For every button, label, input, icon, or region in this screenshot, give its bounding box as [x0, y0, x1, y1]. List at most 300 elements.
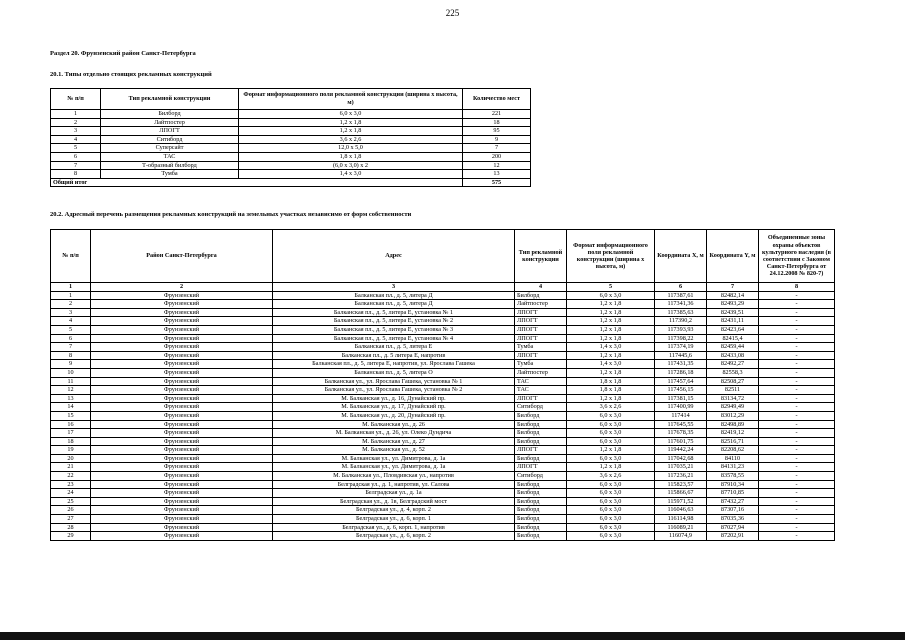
cell-district: Фрунзенский	[91, 377, 273, 386]
col-header-type: Тип рекламной конструкции	[101, 89, 239, 110]
cell-type: ЛПОГТ	[515, 325, 567, 334]
cell-address: М. Балканская ул., д. 17, Дунайский пр.	[273, 403, 515, 412]
cell-number: 18	[51, 437, 91, 446]
cell-number: 8	[51, 170, 101, 179]
cell-type: Билборд	[515, 523, 567, 532]
cell-coord-y: 82431,11	[707, 317, 759, 326]
cell-address: М. Балканская ул., д. 26, ул. Олеко Дундича	[273, 429, 515, 438]
cell-type: Билборд	[515, 437, 567, 446]
cell-coord-y: 82459,44	[707, 343, 759, 352]
cell-format: 3,6 x 2,6	[567, 472, 655, 481]
table-row	[51, 343, 835, 352]
cell-count: 221	[463, 110, 531, 119]
cell-type: Лайтпостер	[101, 118, 239, 127]
cell-coord-x: 117456,15	[655, 386, 707, 395]
cell-number: 23	[51, 480, 91, 489]
column-number-cell: 1	[51, 283, 91, 292]
cell-heritage-zone: -	[759, 334, 835, 343]
cell-coord-x: 117398,22	[655, 334, 707, 343]
cell-heritage-zone: -	[759, 403, 835, 412]
table-row	[51, 480, 835, 489]
cell-coord-y: 82492,27	[707, 360, 759, 369]
cell-coord-y: 82419,12	[707, 429, 759, 438]
cell-number: 24	[51, 489, 91, 498]
cell-coord-x: 117390,2	[655, 317, 707, 326]
table-row	[51, 291, 835, 300]
cell-address: Балканская ул., ул. Ярослава Гашека, установка № 1	[273, 377, 515, 386]
column-number-cell: 4	[515, 283, 567, 292]
cell-heritage-zone: -	[759, 377, 835, 386]
table-row	[51, 429, 835, 438]
cell-coord-y: 82482,14	[707, 291, 759, 300]
cell-address: Балканская пл., д. 5, литера Е, установка № 4	[273, 334, 515, 343]
cell-heritage-zone: -	[759, 523, 835, 532]
cell-coord-x: 116114,98	[655, 515, 707, 524]
cell-number: 28	[51, 523, 91, 532]
cell-format: 1,8 x 1,8	[239, 152, 463, 161]
table-row	[51, 463, 835, 472]
cell-district: Фрунзенский	[91, 394, 273, 403]
cell-address: Белградская ул., д. 1а	[273, 489, 515, 498]
cell-address: М. Балканская ул., д. 27	[273, 437, 515, 446]
cell-format: (6,0 x 3,0) x 2	[239, 161, 463, 170]
table-row	[51, 506, 835, 515]
cell-coord-y: 83134,72	[707, 394, 759, 403]
cell-district: Фрунзенский	[91, 291, 273, 300]
cell-number: 27	[51, 515, 91, 524]
cell-heritage-zone: -	[759, 411, 835, 420]
cell-format: 1,4 x 3,0	[567, 360, 655, 369]
cell-number: 12	[51, 386, 91, 395]
cell-coord-x: 117431,35	[655, 360, 707, 369]
cell-format: 1,8 x 1,8	[567, 386, 655, 395]
cell-coord-y: 82415,4	[707, 334, 759, 343]
col-header-coord-y: Координата Y, м	[707, 230, 759, 283]
cell-heritage-zone: -	[759, 497, 835, 506]
cell-address: Балканская пл., д. 5, литера Е	[273, 343, 515, 352]
cell-format: 1,2 x 1,8	[567, 325, 655, 334]
col-header-district: Район Санкт-Петербурга	[91, 230, 273, 283]
cell-type: Билборд	[515, 429, 567, 438]
cell-number: 14	[51, 403, 91, 412]
table-row	[51, 394, 835, 403]
table-row	[51, 454, 835, 463]
cell-address: М. Балканская ул., д. 16, Дунайский пр.	[273, 394, 515, 403]
col-header-format: Формат информационного поля рекламной конструкции (ширина x высота, м)	[239, 89, 463, 110]
cell-number: 26	[51, 506, 91, 515]
cell-coord-x: 117042,68	[655, 454, 707, 463]
cell-heritage-zone: -	[759, 343, 835, 352]
cell-district: Фрунзенский	[91, 334, 273, 343]
address-list-table-body	[51, 283, 835, 541]
table-row	[51, 317, 835, 326]
cell-heritage-zone: -	[759, 291, 835, 300]
cell-format: 6,0 x 3,0	[567, 515, 655, 524]
cell-coord-y: 82423,64	[707, 325, 759, 334]
cell-type: Билборд	[101, 110, 239, 119]
cell-heritage-zone: -	[759, 532, 835, 541]
cell-number: 8	[51, 351, 91, 360]
cell-number: 5	[51, 325, 91, 334]
cell-heritage-zone: -	[759, 394, 835, 403]
cell-type: ЛПОГТ	[515, 463, 567, 472]
cell-type: ЛПОГТ	[515, 446, 567, 455]
cell-address: Белградская ул., д. 6, корп. 2	[273, 532, 515, 541]
table-row	[51, 110, 531, 119]
cell-coord-y: 82949,49	[707, 403, 759, 412]
cell-heritage-zone: -	[759, 360, 835, 369]
cell-coord-y: 87027,94	[707, 523, 759, 532]
cell-district: Фрунзенский	[91, 463, 273, 472]
cell-number: 20	[51, 454, 91, 463]
cell-type: Билборд	[515, 420, 567, 429]
subsection1-title: 20.1. Типы отдельно стоящих рекламных конструкций	[50, 71, 212, 78]
cell-type: Билборд	[515, 515, 567, 524]
cell-address: М. Балканская ул., д. 20, Дунайский пр.	[273, 411, 515, 420]
cell-format: 1,2 x 1,8	[567, 308, 655, 317]
cell-number: 4	[51, 317, 91, 326]
cell-heritage-zone: -	[759, 446, 835, 455]
col-header-format: Формат информационного поля рекламной конструкции (ширина x высота, м)	[567, 230, 655, 283]
cell-address: Балканская пл., д. 5, литера О	[273, 368, 515, 377]
cell-format: 6,0 x 3,0	[567, 480, 655, 489]
cell-address: Белградская ул., д. 6, корп. 1	[273, 515, 515, 524]
subsection2-title: 20.2. Адресный перечень размещения рекламных конструкций на земельных участках независимо от форм собственности	[50, 211, 412, 218]
cell-heritage-zone: -	[759, 454, 835, 463]
column-number-cell: 2	[91, 283, 273, 292]
cell-count: 200	[463, 152, 531, 161]
cell-number: 16	[51, 420, 91, 429]
cell-district: Фрунзенский	[91, 515, 273, 524]
cell-format: 6,0 x 3,0	[567, 506, 655, 515]
cell-number: 17	[51, 429, 91, 438]
cell-district: Фрунзенский	[91, 300, 273, 309]
cell-district: Фрунзенский	[91, 480, 273, 489]
cell-type: Ситиборд	[515, 403, 567, 412]
cell-heritage-zone: -	[759, 325, 835, 334]
cell-coord-x: 117393,93	[655, 325, 707, 334]
table-row	[51, 368, 835, 377]
cell-type: Лайтпостер	[515, 368, 567, 377]
cell-count: 13	[463, 170, 531, 179]
table-row	[51, 144, 531, 153]
cell-heritage-zone: -	[759, 368, 835, 377]
cell-district: Фрунзенский	[91, 506, 273, 515]
cell-type: ЛПОГТ	[515, 308, 567, 317]
cell-number: 2	[51, 118, 101, 127]
cell-type: ТАС	[515, 386, 567, 395]
cell-address: М. Балканская ул., д. 52	[273, 446, 515, 455]
cell-count: 12	[463, 161, 531, 170]
cell-district: Фрунзенский	[91, 351, 273, 360]
cell-heritage-zone: -	[759, 351, 835, 360]
cell-type: Лайтпостер	[515, 300, 567, 309]
cell-coord-y: 82498,89	[707, 420, 759, 429]
cell-format: 6,0 x 3,0	[567, 532, 655, 541]
cell-address: Балканская пл., д. 5, литера Е, установка № 2	[273, 317, 515, 326]
cell-number: 22	[51, 472, 91, 481]
cell-number: 4	[51, 135, 101, 144]
cell-format: 6,0 x 3,0	[567, 489, 655, 498]
cell-number: 21	[51, 463, 91, 472]
cell-district: Фрунзенский	[91, 308, 273, 317]
cell-number: 15	[51, 411, 91, 420]
cell-type: ТАС	[101, 152, 239, 161]
cell-address: Белградская ул., д. 1, напротив, ул. Салова	[273, 480, 515, 489]
cell-type: Билборд	[515, 506, 567, 515]
cell-heritage-zone: -	[759, 308, 835, 317]
cell-type: Тумба	[515, 360, 567, 369]
total-row	[51, 178, 531, 187]
cell-number: 10	[51, 368, 91, 377]
cell-format: 6,0 x 3,0	[567, 291, 655, 300]
cell-coord-x: 115971,52	[655, 497, 707, 506]
cell-heritage-zone: -	[759, 317, 835, 326]
cell-type: Тумба	[515, 343, 567, 352]
cell-coord-x: 117457,64	[655, 377, 707, 386]
cell-number: 6	[51, 152, 101, 161]
cell-number: 7	[51, 161, 101, 170]
column-number-cell: 3	[273, 283, 515, 292]
cell-coord-y: 82516,71	[707, 437, 759, 446]
cell-number: 25	[51, 497, 91, 506]
cell-format: 1,2 x 1,8	[239, 118, 463, 127]
cell-district: Фрунзенский	[91, 403, 273, 412]
cell-coord-x: 117414	[655, 411, 707, 420]
cell-format: 1,4 x 3,0	[567, 343, 655, 352]
cell-count: 95	[463, 127, 531, 136]
cell-number: 9	[51, 360, 91, 369]
cell-coord-y: 82508,27	[707, 377, 759, 386]
cell-coord-x: 117601,75	[655, 437, 707, 446]
cell-coord-x: 116046,63	[655, 506, 707, 515]
cell-type: ЛПОГТ	[515, 317, 567, 326]
cell-district: Фрунзенский	[91, 446, 273, 455]
cell-coord-x: 115823,57	[655, 480, 707, 489]
table-row	[51, 437, 835, 446]
cell-coord-x: 115866,67	[655, 489, 707, 498]
cell-heritage-zone: -	[759, 437, 835, 446]
table-row	[51, 127, 531, 136]
table-row	[51, 489, 835, 498]
cell-format: 1,2 x 1,8	[567, 368, 655, 377]
cell-number: 6	[51, 334, 91, 343]
table-row	[51, 472, 835, 481]
column-number-cell: 6	[655, 283, 707, 292]
cell-number: 2	[51, 300, 91, 309]
table-row	[51, 497, 835, 506]
cell-type: Билборд	[515, 532, 567, 541]
table-header-row	[51, 89, 531, 110]
page-number: 225	[445, 8, 460, 18]
cell-type: Ситиборд	[101, 135, 239, 144]
cell-type: Билборд	[515, 454, 567, 463]
cell-coord-y: 82511	[707, 386, 759, 395]
cell-heritage-zone: -	[759, 429, 835, 438]
cell-heritage-zone: -	[759, 515, 835, 524]
cell-format: 1,2 x 1,8	[567, 446, 655, 455]
cell-coord-y: 87307,16	[707, 506, 759, 515]
cell-format: 6,0 x 3,0	[567, 411, 655, 420]
table-row	[51, 532, 835, 541]
table-row	[51, 515, 835, 524]
cell-format: 6,0 x 3,0	[567, 523, 655, 532]
cell-coord-y: 82208,62	[707, 446, 759, 455]
table-row	[51, 386, 835, 395]
table-row	[51, 446, 835, 455]
cell-number: 1	[51, 110, 101, 119]
table-row	[51, 334, 835, 343]
cell-address: Балканская пл., д. 5, литера Е, напротив, ул. Ярослава Гашека	[273, 360, 515, 369]
cell-coord-x: 117381,15	[655, 394, 707, 403]
cell-count: 18	[463, 118, 531, 127]
cell-address: Балканская пл., д. 5 литера Е, напротив	[273, 351, 515, 360]
column-number-cell: 5	[567, 283, 655, 292]
cell-format: 1,2 x 1,8	[567, 334, 655, 343]
cell-district: Фрунзенский	[91, 343, 273, 352]
table-row	[51, 161, 531, 170]
cell-number: 11	[51, 377, 91, 386]
cell-address: Балканская пл., д. 5, литера Д	[273, 291, 515, 300]
cell-heritage-zone: -	[759, 480, 835, 489]
cell-coord-x: 117645,55	[655, 420, 707, 429]
table-row	[51, 152, 531, 161]
cell-coord-x: 119442,24	[655, 446, 707, 455]
column-number-cell: 8	[759, 283, 835, 292]
cell-heritage-zone: -	[759, 300, 835, 309]
cell-format: 1,2 x 1,8	[567, 317, 655, 326]
cell-coord-y: 82433,08	[707, 351, 759, 360]
cell-coord-x: 117236,21	[655, 472, 707, 481]
cell-format: 6,0 x 3,0	[567, 454, 655, 463]
cell-format: 1,2 x 1,8	[567, 394, 655, 403]
cell-coord-y: 82558,3	[707, 368, 759, 377]
cell-format: 6,0 x 3,0	[567, 497, 655, 506]
table-row	[51, 523, 835, 532]
cell-address: М. Балканская ул., ул. Димитрова, д. 1а	[273, 463, 515, 472]
cell-count: 7	[463, 144, 531, 153]
cell-coord-x: 117678,35	[655, 429, 707, 438]
cell-number: 7	[51, 343, 91, 352]
cell-format: 6,0 x 3,0	[239, 110, 463, 119]
col-header-heritage-zones: Объединенные зоны охраны объектов культурного наследия (в соответствии с Законом Санкт-Петербурга от 24.12.2008 № 820-7)	[759, 230, 835, 283]
cell-district: Фрунзенский	[91, 532, 273, 541]
cell-number: 5	[51, 144, 101, 153]
total-value: 575	[463, 178, 531, 187]
cell-type: ТАС	[515, 377, 567, 386]
cell-coord-x: 117445,6	[655, 351, 707, 360]
cell-heritage-zone: -	[759, 463, 835, 472]
cell-coord-x: 117385,63	[655, 308, 707, 317]
table-row	[51, 411, 835, 420]
cell-type: Тумба	[101, 170, 239, 179]
cell-address: Белградская ул., д. 6, корп. 1, напротив	[273, 523, 515, 532]
cell-heritage-zone: -	[759, 472, 835, 481]
cell-district: Фрунзенский	[91, 317, 273, 326]
cell-type: Билборд	[515, 411, 567, 420]
cell-district: Фрунзенский	[91, 386, 273, 395]
cell-type: Билборд	[515, 291, 567, 300]
table-row	[51, 351, 835, 360]
cell-coord-x: 117387,61	[655, 291, 707, 300]
table-row	[51, 308, 835, 317]
cell-format: 1,2 x 1,8	[567, 300, 655, 309]
address-list-table	[50, 229, 835, 541]
table-row	[51, 118, 531, 127]
cell-coord-x: 117035,21	[655, 463, 707, 472]
cell-coord-y: 87710,85	[707, 489, 759, 498]
col-header-number: № п/п	[51, 230, 91, 283]
cell-district: Фрунзенский	[91, 420, 273, 429]
cell-coord-y: 82439,51	[707, 308, 759, 317]
table-row	[51, 360, 835, 369]
cell-number: 3	[51, 308, 91, 317]
cell-district: Фрунзенский	[91, 489, 273, 498]
cell-district: Фрунзенский	[91, 454, 273, 463]
cell-address: М. Балканская ул., д. 26	[273, 420, 515, 429]
cell-address: Балканская пл., д. 5, литера Е, установка № 1	[273, 308, 515, 317]
cell-type: Билборд	[515, 480, 567, 489]
cell-heritage-zone: -	[759, 489, 835, 498]
section-title: Раздел 20. Фрунзенский район Санкт-Петербурга	[50, 50, 196, 57]
col-header-count: Количество мест	[463, 89, 531, 110]
cell-district: Фрунзенский	[91, 360, 273, 369]
cell-format: 1,2 x 1,8	[567, 463, 655, 472]
col-header-address: Адрес	[273, 230, 515, 283]
cell-type: Билборд	[515, 489, 567, 498]
column-number-cell: 7	[707, 283, 759, 292]
cell-format: 1,4 x 3,0	[239, 170, 463, 179]
col-header-number: № п/п	[51, 89, 101, 110]
table-row	[51, 135, 531, 144]
cell-address: Балканская пл., д. 5, литера Д	[273, 300, 515, 309]
cell-type: Суперсайт	[101, 144, 239, 153]
cell-coord-y: 87432,27	[707, 497, 759, 506]
cell-format: 6,0 x 3,0	[567, 437, 655, 446]
ad-types-table-body	[51, 110, 531, 187]
cell-format: 1,2 x 1,8	[239, 127, 463, 136]
cell-coord-x: 116089,21	[655, 523, 707, 532]
cell-address: Балканская пл., д. 5, литера Е, установка № 3	[273, 325, 515, 334]
col-header-coord-x: Координата X, м	[655, 230, 707, 283]
cell-coord-y: 84110	[707, 454, 759, 463]
cell-format: 3,6 x 2,6	[239, 135, 463, 144]
ad-types-table	[50, 88, 531, 187]
cell-district: Фрунзенский	[91, 497, 273, 506]
cell-heritage-zone: -	[759, 386, 835, 395]
cell-type: ЛПОГТ	[515, 394, 567, 403]
total-label: Общий итог	[51, 178, 463, 187]
cell-number: 13	[51, 394, 91, 403]
cell-coord-x: 117374,19	[655, 343, 707, 352]
cell-number: 1	[51, 291, 91, 300]
table-row	[51, 325, 835, 334]
cell-district: Фрунзенский	[91, 411, 273, 420]
cell-coord-x: 117341,36	[655, 300, 707, 309]
table-header-row	[51, 230, 835, 283]
cell-coord-y: 84131,23	[707, 463, 759, 472]
cell-type: ЛПОГТ	[101, 127, 239, 136]
cell-heritage-zone: -	[759, 506, 835, 515]
cell-format: 12,0 x 5,0	[239, 144, 463, 153]
cell-coord-y: 87202,91	[707, 532, 759, 541]
cell-coord-x: 117400,99	[655, 403, 707, 412]
cell-format: 3,6 x 2,6	[567, 403, 655, 412]
cell-format: 1,2 x 1,8	[567, 351, 655, 360]
cell-coord-y: 87035,36	[707, 515, 759, 524]
cell-type: ЛПОГТ	[515, 351, 567, 360]
cell-number: 3	[51, 127, 101, 136]
